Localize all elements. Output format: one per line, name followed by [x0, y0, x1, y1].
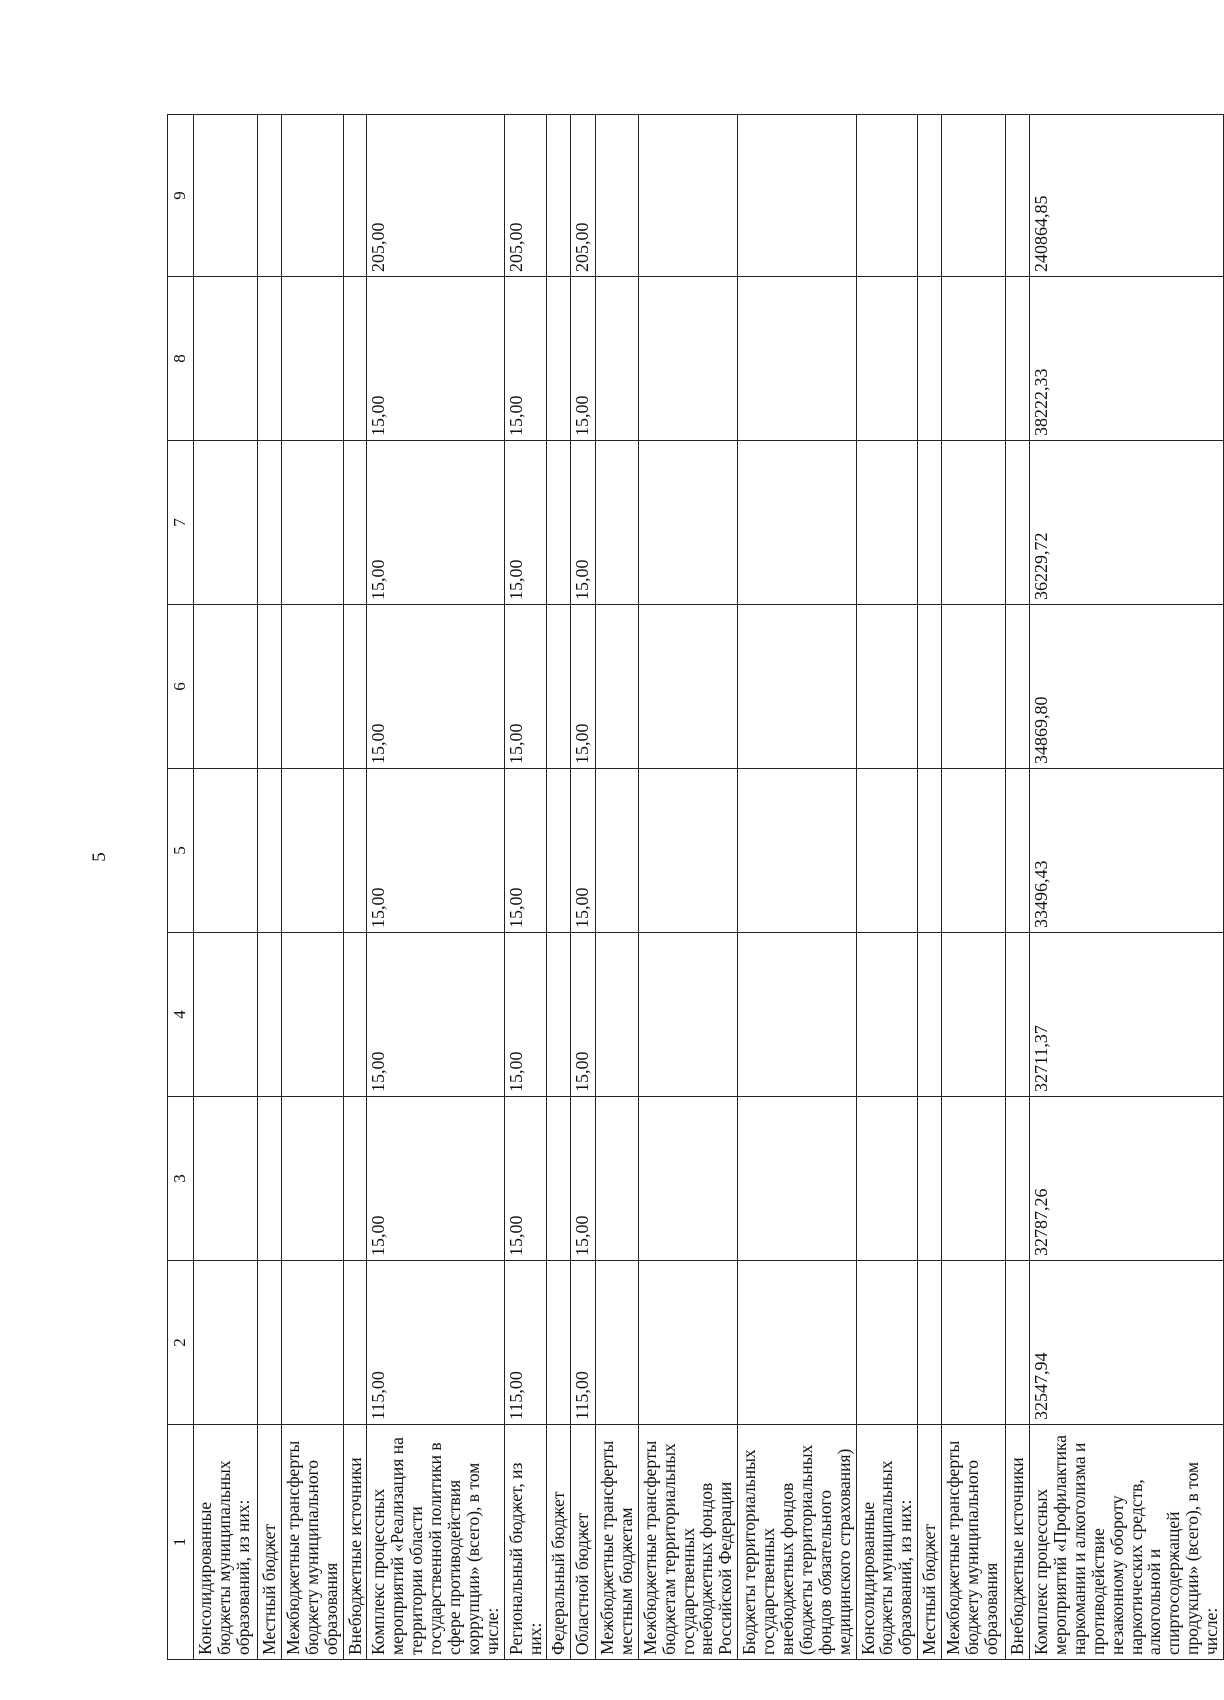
table-cell: [918, 769, 942, 933]
table-cell: [281, 115, 343, 277]
table-cell: 15,00: [504, 769, 547, 933]
table-row: [1006, 115, 1030, 1660]
row-label: Региональный бюджет, из них:: [504, 1425, 547, 1660]
table-cell: [738, 115, 856, 277]
table-cell: [547, 769, 571, 933]
table-cell: [595, 277, 638, 441]
table-cell: [918, 605, 942, 769]
table-cell: [343, 605, 367, 769]
column-header: 3: [168, 1097, 194, 1261]
table-row: [258, 115, 282, 1660]
table-cell: [918, 441, 942, 605]
table-cell: 15,00: [367, 933, 504, 1097]
column-header: 5: [168, 769, 194, 933]
table-cell: [547, 605, 571, 769]
table-cell: [595, 1097, 638, 1261]
table-cell: [942, 605, 1006, 769]
row-label: Комплекс процессных мероприятий «Реализация на территории области государственной политики в сфере противодействия коррупции» (всего), в том числе:: [367, 1425, 504, 1660]
table-cell: [942, 115, 1006, 277]
table-cell: 15,00: [571, 605, 595, 769]
table-cell: [258, 933, 282, 1097]
table-cell: [281, 933, 343, 1097]
table-cell: [281, 605, 343, 769]
table-cell: [595, 1261, 638, 1425]
table-cell: 15,00: [504, 1097, 547, 1261]
table-header-row: [168, 115, 194, 1660]
table-cell: [258, 115, 282, 277]
table-cell: [281, 1261, 343, 1425]
table-cell: 15,00: [367, 277, 504, 441]
column-header: 1: [168, 1425, 194, 1660]
table-cell: [638, 605, 737, 769]
table-cell: 15,00: [367, 769, 504, 933]
table-row: [571, 115, 595, 1660]
table-cell: 15,00: [571, 769, 595, 933]
table-cell: [942, 1097, 1006, 1261]
table-cell: 15,00: [504, 277, 547, 441]
table-cell: [1006, 605, 1030, 769]
table-cell: [547, 441, 571, 605]
table-cell: 115,00: [571, 1261, 595, 1425]
table-cell: [547, 933, 571, 1097]
table-cell: 15,00: [504, 441, 547, 605]
table-cell: [1006, 115, 1030, 277]
table-row: [918, 115, 942, 1660]
table-cell: [856, 115, 918, 277]
table-cell: 15,00: [571, 933, 595, 1097]
table-cell: 205,00: [571, 115, 595, 277]
table-cell: [281, 1097, 343, 1261]
column-header: 4: [168, 933, 194, 1097]
table-cell: [856, 1097, 918, 1261]
table-cell: 36229,72: [1030, 441, 1224, 605]
table-cell: 15,00: [504, 933, 547, 1097]
table-cell: [942, 933, 1006, 1097]
table-cell: 38222,33: [1030, 277, 1224, 441]
table-cell: [918, 933, 942, 1097]
table-cell: 15,00: [367, 605, 504, 769]
table-cell: [1006, 933, 1030, 1097]
table-cell: [738, 441, 856, 605]
row-label: Межбюджетные трансферты местным бюджетам: [595, 1425, 638, 1660]
table-cell: [738, 605, 856, 769]
table-cell: 33496,43: [1030, 769, 1224, 933]
row-label: Бюджеты территориальных государственных внебюджетных фондов (бюджеты территориальных фондов обязательного медицинского страхования): [738, 1425, 856, 1660]
table-row: [1030, 115, 1224, 1660]
table-cell: 32787,26: [1030, 1097, 1224, 1261]
table-cell: [258, 1097, 282, 1261]
table-cell: 115,00: [504, 1261, 547, 1425]
table-cell: [738, 769, 856, 933]
table-row: [281, 115, 343, 1660]
table-cell: [738, 1261, 856, 1425]
table-cell: [343, 1097, 367, 1261]
row-label: Межбюджетные трансферты бюджету муниципального образования: [281, 1425, 343, 1660]
table-cell: [638, 277, 737, 441]
table-cell: [258, 441, 282, 605]
table-cell: [547, 1097, 571, 1261]
table-cell: 15,00: [571, 1097, 595, 1261]
table-cell: [856, 441, 918, 605]
table-cell: [1006, 277, 1030, 441]
table-cell: [942, 441, 1006, 605]
table-row: [547, 115, 571, 1660]
table-cell: [194, 769, 258, 933]
table-cell: [1006, 1261, 1030, 1425]
table-cell: [258, 605, 282, 769]
table-cell: [595, 441, 638, 605]
row-label: Местный бюджет: [918, 1425, 942, 1660]
table-cell: [738, 1097, 856, 1261]
table-cell: [595, 115, 638, 277]
table-cell: 205,00: [367, 115, 504, 277]
table-cell: [343, 277, 367, 441]
table-cell: [942, 277, 1006, 441]
table-cell: [1006, 441, 1030, 605]
row-label: Внебюджетные источники: [1006, 1425, 1030, 1660]
column-header: 7: [168, 441, 194, 605]
table-cell: [918, 115, 942, 277]
row-label: Межбюджетные трансферты бюджету муниципального образования: [942, 1425, 1006, 1660]
table-cell: [194, 933, 258, 1097]
row-label: Комплекс процессных мероприятий «Профилактика наркомании и алкоголизма и противодействие незаконному обороту наркотических средств, алкогольной и спиртосодержащей продукции» (всего), в том числе:: [1030, 1425, 1224, 1660]
table-cell: [343, 769, 367, 933]
table-row: [738, 115, 856, 1660]
table-cell: [638, 769, 737, 933]
table-cell: [856, 933, 918, 1097]
table-cell: [1006, 769, 1030, 933]
table-row: [638, 115, 737, 1660]
table-cell: [856, 277, 918, 441]
column-header: 8: [168, 277, 194, 441]
table-cell: [194, 115, 258, 277]
table-cell: [194, 441, 258, 605]
row-label: Консолидированные бюджеты муниципальных образований, из них:: [194, 1425, 258, 1660]
table-cell: [638, 1261, 737, 1425]
table-cell: [738, 277, 856, 441]
table-cell: [1006, 1097, 1030, 1261]
row-label: Консолидированные бюджеты муниципальных образований, из них:: [856, 1425, 918, 1660]
row-label: Областной бюджет: [571, 1425, 595, 1660]
table-cell: [638, 1097, 737, 1261]
table-cell: [918, 1261, 942, 1425]
table-row: [942, 115, 1006, 1660]
table-row: [367, 115, 504, 1660]
table-cell: 15,00: [367, 441, 504, 605]
table-cell: 15,00: [571, 277, 595, 441]
table-row: [194, 115, 258, 1660]
table-cell: [918, 277, 942, 441]
budget-table: [167, 114, 1224, 1660]
table-cell: 115,00: [367, 1261, 504, 1425]
table-cell: 240864,85: [1030, 115, 1224, 277]
table-cell: [194, 605, 258, 769]
table-cell: [258, 277, 282, 441]
table-cell: [547, 1261, 571, 1425]
table-cell: [638, 933, 737, 1097]
table-cell: [281, 769, 343, 933]
table-cell: [258, 1261, 282, 1425]
table-cell: [194, 1261, 258, 1425]
table-cell: [638, 115, 737, 277]
table-cell: 15,00: [367, 1097, 504, 1261]
table-cell: [194, 1097, 258, 1261]
table-cell: [547, 115, 571, 277]
column-header: 2: [168, 1261, 194, 1425]
table-cell: [856, 1261, 918, 1425]
row-label: Федеральный бюджет: [547, 1425, 571, 1660]
table-cell: 34869,80: [1030, 605, 1224, 769]
table-cell: [281, 441, 343, 605]
table-cell: 15,00: [504, 605, 547, 769]
table-cell: [258, 769, 282, 933]
table-cell: [856, 605, 918, 769]
row-label: Внебюджетные источники: [343, 1425, 367, 1660]
table-cell: [638, 441, 737, 605]
budget-table-rotated: [167, 115, 1222, 1660]
table-cell: [942, 769, 1006, 933]
table-cell: [343, 115, 367, 277]
table-cell: 32547,94: [1030, 1261, 1224, 1425]
table-row: [856, 115, 918, 1660]
table-cell: [738, 933, 856, 1097]
table-cell: [918, 1097, 942, 1261]
table-cell: [595, 605, 638, 769]
table-row: [343, 115, 367, 1660]
table-cell: 32711,37: [1030, 933, 1224, 1097]
table-row: [504, 115, 547, 1660]
table-cell: [281, 277, 343, 441]
table-row: [595, 115, 638, 1660]
column-header: 6: [168, 605, 194, 769]
table-cell: 205,00: [504, 115, 547, 277]
table-cell: [942, 1261, 1006, 1425]
row-label: Межбюджетные трансферты бюджетам территориальных государственных внебюджетных фондов Российской Федерации: [638, 1425, 737, 1660]
table-cell: [595, 769, 638, 933]
table-cell: [595, 933, 638, 1097]
table-cell: [343, 1261, 367, 1425]
page-number: 5: [89, 852, 110, 862]
table-cell: [194, 277, 258, 441]
table-cell: [343, 933, 367, 1097]
table-cell: [547, 277, 571, 441]
row-label: Местный бюджет: [258, 1425, 282, 1660]
column-header: 9: [168, 115, 194, 277]
table-cell: 15,00: [571, 441, 595, 605]
table-cell: [343, 441, 367, 605]
table-cell: [856, 769, 918, 933]
